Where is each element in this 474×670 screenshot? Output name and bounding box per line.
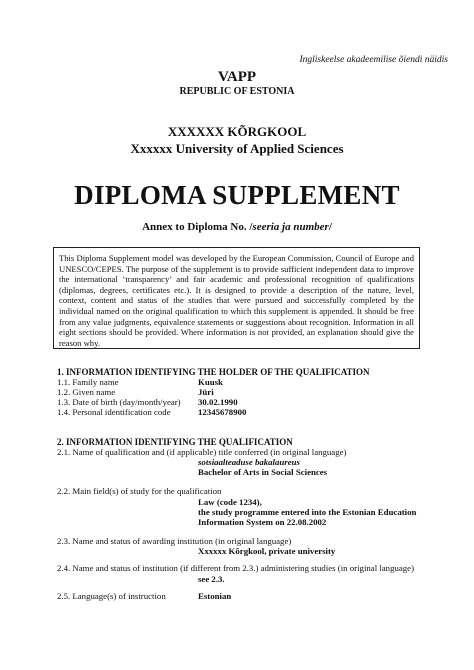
family-name-label: 1.1. Family name [57,377,119,387]
republic-label: REPUBLIC OF ESTONIA [179,86,295,97]
qualification-name-local: sotsiaalteaduse bakalaureus [198,457,300,467]
field-of-study-value-1: Law (code 1234), [198,497,262,507]
personal-code-label: 1.4. Personal identification code [57,407,171,417]
field-of-study-value-2: the study programme entered into the Estonian Education [198,507,417,517]
qualification-name-english: Bachelor of Arts in Social Sciences [198,467,328,477]
school-name-local: XXXXXX KÕRGKOOL [167,124,307,139]
intro-box: This Diploma Supplement model was developed by the European Commission, Council of Europe and UNESCO/CEPES. The purpose of the supplement is to provide sufficient independent data to improve the international ‘transparency’ and fair academic and professional recognition of qualifications (diplomas, degrees, certificates etc.). It is designed to provide a description of the nature, level, context, content and status of the studies that were pursued and successfully completed by the individual named on the original qualification to which this supplement is appended. It should be free from any value judgments, equivalence statements or suggestions about recognition. Information in all eight sections should be provided. Where information is not provided, an explanation should give the reason why. [53,247,420,349]
language-label: 2.5. Language(s) of instruction [57,591,166,601]
given-name-value: Jüri [198,387,214,397]
annex-line [0,221,474,233]
administering-institution-value: see 2.3. [198,574,225,584]
page-title: DIPLOMA SUPPLEMENT [74,180,400,210]
administering-institution-label: 2.4. Name and status of institution (if different from 2.3.) administering studies (in original language) [57,563,415,573]
annex-prefix: Annex to Diploma No. / [142,221,253,233]
date-of-birth-label: 1.3. Date of birth (day/month/year) [57,397,181,407]
top-note: Ingliskeelse akadeemilise õiendi näidis [299,55,448,65]
given-name-label: 1.2. Given name [57,387,116,397]
awarding-institution-label: 2.3. Name and status of awarding institution (in original language) [57,536,292,546]
annex-number: seeria ja number [252,221,329,233]
school-name-english: Xxxxxx University of Applied Sciences [130,141,344,156]
qualification-name-label: 2.1. Name of qualification and (if applicable) title conferred (in original language) [57,447,347,457]
family-name-value: Kuusk [198,377,223,387]
field-of-study-label: 2.2. Main field(s) of study for the qualification [57,486,222,496]
field-of-study-value-3: Information System on 22.08.2002 [198,517,327,527]
section1-heading: 1. INFORMATION IDENTIFYING THE HOLDER OF THE QUALIFICATION [57,367,370,377]
coat-of-arms-label: VAPP [217,69,257,85]
date-of-birth-value: 30.02.1990 [198,397,238,407]
language-value: Estonian [198,591,232,601]
awarding-institution-value: Xxxxxx Kõrgkool, private university [198,546,336,556]
section2-heading: 2. INFORMATION IDENTIFYING THE QUALIFICATION [57,437,293,447]
annex-suffix: / [328,221,332,233]
personal-code-value: 12345678900 [198,407,247,417]
